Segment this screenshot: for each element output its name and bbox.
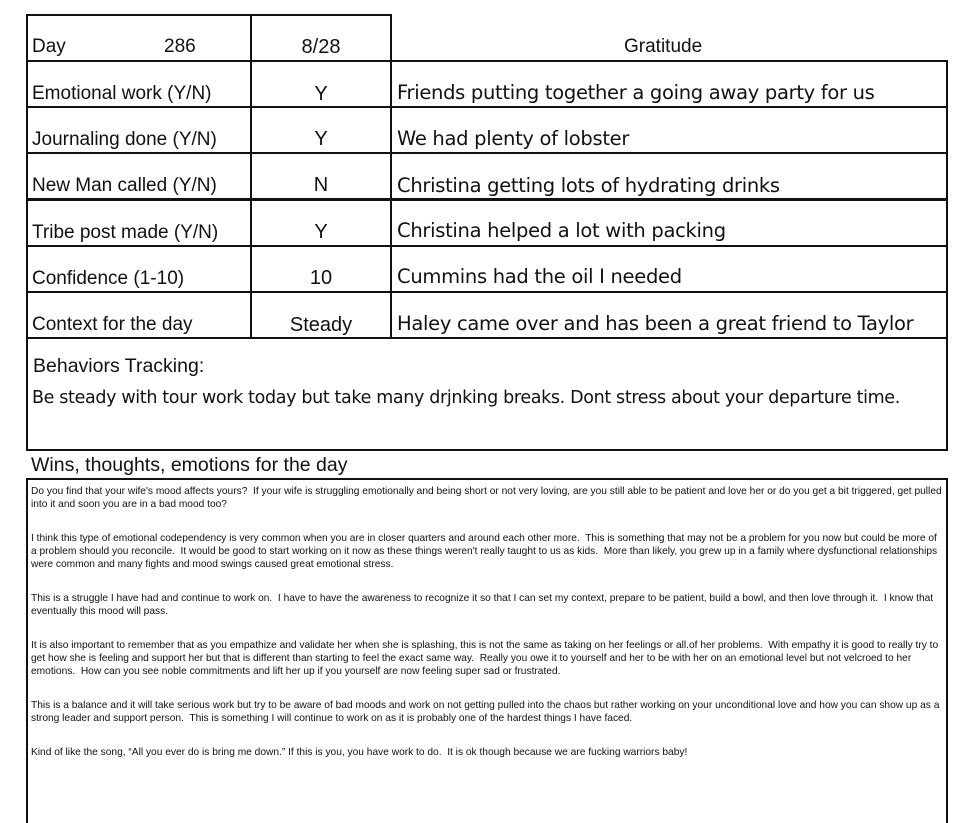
row-value-cell bbox=[250, 245, 392, 293]
wins-paragraph: It is also important to remember that as you empathize and validate her when she is splashing, this is not the same as taking on her feelings or all.of her problems. With empathy it is good to really try to get how she is feeling and support her but that is different than starting to feel the exact same way. Really you owe it to yourself and her to be with her on an emotional level but not velcroed to her emotions. How can you see noble commitments and lift her up if you yourself are now feeling super sad or frustrated. bbox=[31, 640, 941, 677]
wins-content bbox=[31, 485, 943, 759]
row-label-cell bbox=[26, 106, 252, 154]
row-label: Confidence (1-10) bbox=[32, 268, 185, 289]
gratitude-entry: We had plenty of lobster bbox=[397, 127, 630, 150]
day-label: Day bbox=[32, 36, 66, 57]
row-label-cell bbox=[26, 199, 252, 247]
date-value: 8/28 bbox=[301, 36, 341, 58]
wins-paragraph: This is a balance and it will take serious work but try to be aware of bad moods and work on not getting pulled into the chaos but rather working on your unconditional love and how you can show up as a strong leader and support person. This is something I will continue to work on as it is probably one of the hardest things I have faced. bbox=[31, 700, 943, 724]
row-label-cell bbox=[26, 291, 252, 339]
row-value: N bbox=[313, 174, 329, 196]
gratitude-cell bbox=[390, 245, 948, 293]
gratitude-entry: Christina getting lots of hydrating drinks bbox=[397, 174, 780, 197]
gratitude-entry: Haley came over and has been a great friend to Taylor bbox=[397, 312, 914, 335]
gratitude-heading: Gratitude bbox=[624, 36, 703, 57]
day-cell bbox=[26, 14, 252, 62]
row-label: Journaling done (Y/N) bbox=[32, 129, 217, 150]
gratitude-entry: Friends putting together a going away party for us bbox=[397, 81, 875, 104]
day-number: 286 bbox=[164, 36, 196, 57]
row-value: Y bbox=[314, 221, 328, 243]
wins-heading: Wins, thoughts, emotions for the day bbox=[31, 454, 348, 476]
gratitude-cell bbox=[390, 291, 948, 339]
wins-paragraph: I think this type of emotional codependency is very common when you are in closer quarters and around each other more. This is something that may not be a problem for you now but could be more of a problem should you reconcile. It would be good to start working on it now as these things weren't really taught to us as kids. More than likely, you grew up in a family where dysfunctional relationships were common and many fights and mood swings caused great emotional stress. bbox=[31, 533, 940, 570]
gratitude-cell bbox=[390, 152, 948, 200]
row-value: 10 bbox=[309, 267, 333, 289]
row-value-cell bbox=[250, 106, 392, 154]
row-value: Y bbox=[314, 83, 328, 105]
gratitude-entry: Christina helped a lot with packing bbox=[397, 219, 726, 242]
row-label-cell bbox=[26, 152, 252, 200]
wins-paragraph: Do you find that your wife's mood affects yours? If your wife is struggling emotionally and being short or not very loving, are you still able to be patient and love her or do you get a bit triggered, get pulled into it and soon you are in a bad mood too? bbox=[31, 486, 945, 510]
gratitude-cell bbox=[390, 199, 948, 247]
row-value-cell bbox=[250, 199, 392, 247]
row-value: Steady bbox=[289, 314, 353, 336]
gratitude-cell bbox=[390, 106, 948, 154]
gratitude-header bbox=[392, 14, 948, 62]
gratitude-entry: Cummins had the oil I needed bbox=[397, 265, 682, 288]
row-value-cell bbox=[250, 60, 392, 108]
row-label: Tribe post made (Y/N) bbox=[32, 222, 219, 243]
wins-paragraph: Kind of like the song, “All you ever do is bring me down.” If this is you, you have work to do. It is ok though because we are fucking warriors baby! bbox=[31, 747, 688, 758]
wins-box bbox=[26, 478, 948, 823]
behaviors-box bbox=[26, 337, 948, 451]
row-label: New Man called (Y/N) bbox=[32, 175, 217, 196]
row-value-cell bbox=[250, 291, 392, 339]
wins-paragraph: This is a struggle I have had and continue to work on. I have to have the awareness to recognize it so that I can set my context, prepare to be patient, build a bowl, and then love through it. I know that eventually this mood will pass. bbox=[31, 593, 936, 617]
row-label: Context for the day bbox=[32, 314, 193, 335]
row-value-cell bbox=[250, 152, 392, 200]
behaviors-text: Be steady with tour work today but take many drjnking breaks. Dont stress about your departure time. bbox=[32, 388, 900, 408]
row-value: Y bbox=[314, 128, 328, 150]
gratitude-cell bbox=[390, 60, 948, 108]
behaviors-heading: Behaviors Tracking: bbox=[33, 355, 205, 377]
row-label-cell bbox=[26, 245, 252, 293]
date-cell bbox=[250, 14, 392, 62]
row-label-cell bbox=[26, 60, 252, 108]
row-label: Emotional work (Y/N) bbox=[32, 83, 212, 104]
